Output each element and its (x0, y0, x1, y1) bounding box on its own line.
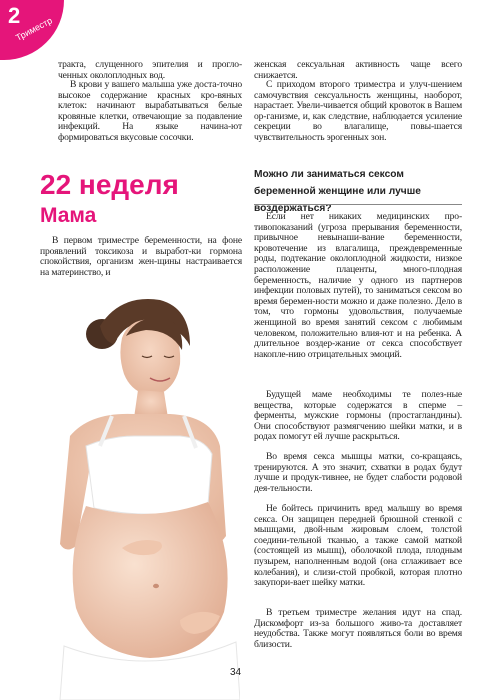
right-top-paragraph-2: С приходом второго триместра и улуч-шением самочувствия сексуальность женщины, наоборот, нарастает. Увели-чивается общий кровоток в Вашем ор-ганизме, и, как следствие, наблюдается усиление секреции во влагалище, повы-шается чувствительность эрогенных зон. (254, 79, 462, 143)
right-body-paragraph-5: В третьем триместре желания идут на спад. Дискомфорт из-за большого живо-та доставляет неудобства. Также могут появляться боли во время близости. (254, 607, 462, 650)
right-body-paragraph-2: Будущей маме необходимы те полез-ные вещества, которые содержатся в сперме – ферменты, мужские гормоны (простагландины). Они способствуют размягчению шейки матки, и в родах помогут ей лучше раскрыться. (254, 389, 462, 443)
trimester-corner-badge (0, 0, 64, 60)
left-top-paragraph-1: тракта, слущенного эпителия и прогло-ченных околоплодных вод. (58, 59, 242, 81)
trimester-label: Триместр (14, 15, 54, 43)
section-subheading: Мама (40, 204, 97, 227)
left-top-paragraph-2: В крови у вашего малыша уже доста-точно высокое содержание красных кро-вяных клеток: начинают вырабатываться белые кровяные клетки, отвечающие за подавление инфекций. На языке начина-ют формироваться вкусовые сосочки. (58, 79, 242, 143)
pregnant-woman-photo (30, 286, 240, 700)
trimester-number: 2 (8, 3, 21, 28)
page-number: 34 (230, 667, 242, 678)
right-body-paragraph-4: Не бойтесь причинить вред малышу во время секса. Он защищен передней брюшной стенкой с мышцами, двой-ным жировым слоем, толстой соедини-тельной тканью, а также самой маткой (состоящей из мышц), оболочкой плода, плодным пузырем, наполненным водой (она сглаживает все колебания), и слизи-стой пробкой, которая плотно закупори-вает шейку матки. (254, 503, 462, 589)
week-heading: 22 неделя (40, 169, 179, 200)
right-body-paragraph-1: Если нет никаких медицинских про-тивопоказаний (угроза прерывания беременности, привычное невынаши-вание беременности, кровотечение из влагалища, преждевременные роды, подтекание околоплодной жидкости, низкое расположение плаценты, много-плодная беременность, наличие у одного из партнеров инфекции половых путей), то заниматься сексом во время беремен-ности можно и даже полезно. Дело в том, что гормоны удовольствия, получаемые женщиной во время занятий сексом с любимым человеком, положительно влия-ют и на ребенка. А длительное воздер-жание от секса способствует накопле-нию отрицательных эмоций. (254, 211, 462, 360)
left-body-paragraph: В первом триместре беременности, на фоне проявлений токсикоза и выработ-ки гормона спокойствия, организм жен-щины настраивается на материнство, и (40, 235, 242, 278)
right-body-paragraph-3: Во время секса мышцы матки, со-кращаясь, тренируются. А это значит, схватки в родах будут лучше и продук-тивнее, не будет слабости родовой дея-тельности. (254, 451, 462, 494)
question-heading: Можно ли заниматься сексом беременной женщине или лучше воздержаться? (254, 169, 421, 214)
question-divider (254, 204, 462, 205)
right-top-paragraph-1: женская сексуальная активность чаще всего снижается. (254, 59, 462, 81)
